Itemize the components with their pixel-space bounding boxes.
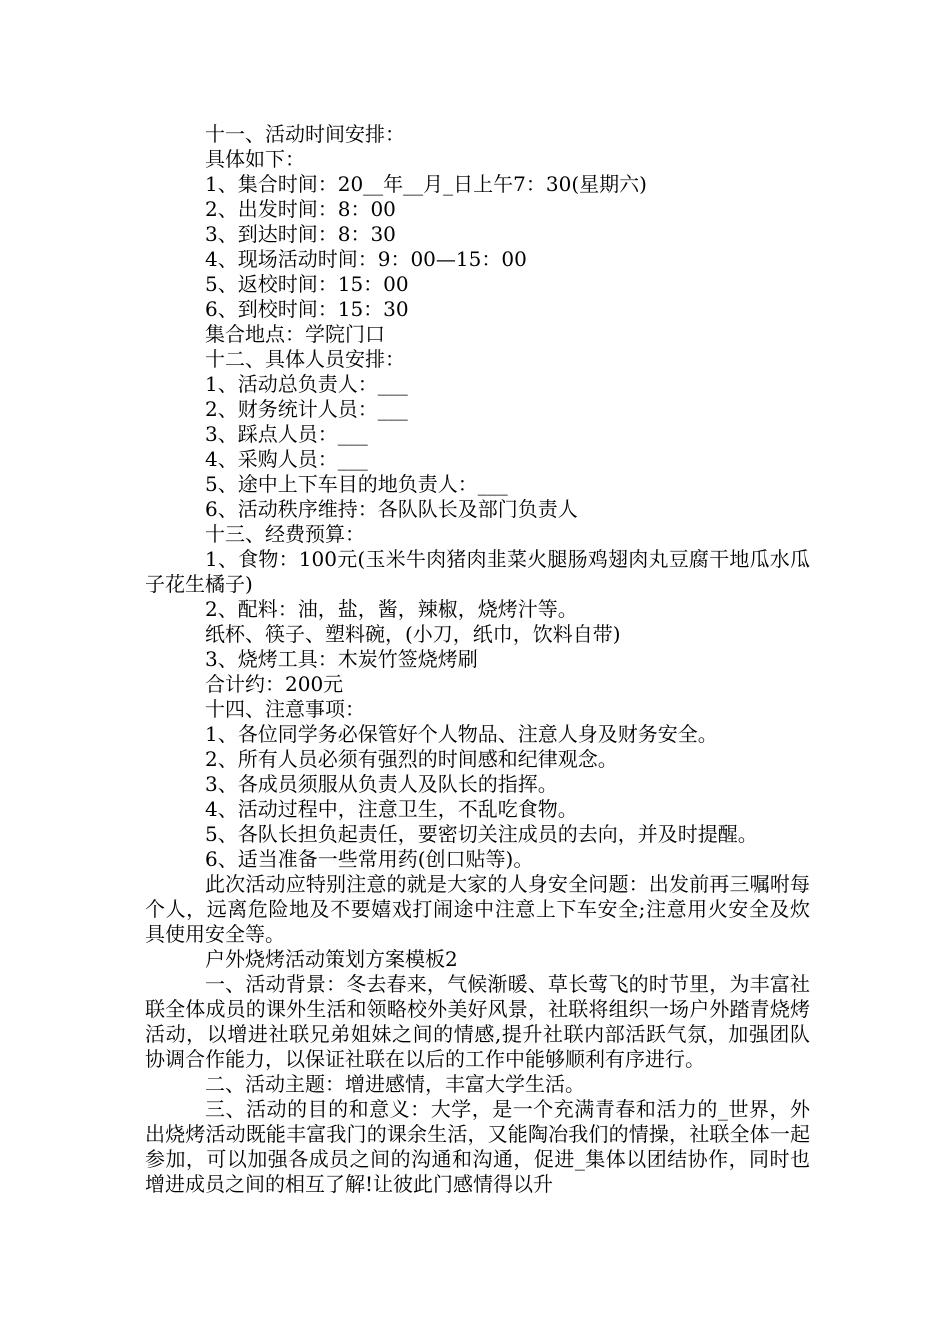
schedule-item: 3、到达时间：8：30: [205, 222, 396, 246]
notes-item: 5、各队长担负起责任，要密切关注成员的去向，并及时提醒。: [205, 822, 758, 846]
document-body: [145, 122, 810, 1197]
safety-paragraph: 此次活动应特别注意的就是大家的人身安全问题：出发前再三嘱咐每个人，远离危险地及不要嬉戏打闹途中注意上下车安全;注意用火安全及炊具使用安全等。: [145, 872, 810, 946]
schedule-intro: 具体如下：: [205, 147, 305, 171]
budget-heading: 十三、经费预算：: [205, 522, 365, 546]
background-paragraph: 一、活动背景：冬去春来，气候渐暖、草长莺飞的时节里，为丰富社联全体成员的课外生活和领略校外美好风景，社联将组织一场户外踏青烧烤活动，以增进社联兄弟姐妹之间的情感,提升社联内部活跃气氛，加强团队协调合作能力，以保证社联在以后的工作中能够顺利有序进行。: [145, 972, 810, 1071]
schedule-item: 4、现场活动时间：9：00—15：00: [205, 247, 527, 271]
schedule-item: 2、出发时间：8：00: [205, 197, 396, 221]
budget-total: 合计约：200元: [205, 672, 344, 696]
staff-item: 3、踩点人员：___: [205, 422, 368, 446]
notes-item: 3、各成员须服从负责人及队长的指挥。: [205, 772, 558, 796]
theme-paragraph: 二、活动主题：增进感情，丰富大学生活。: [205, 1072, 585, 1096]
staff-item: 1、活动总负责人：___: [205, 372, 408, 396]
notes-item: 1、各位同学务必保管好个人物品、注意人身及财务安全。: [205, 722, 718, 746]
schedule-item: 6、到校时间：15：30: [205, 297, 409, 321]
budget-tableware: 纸杯、筷子、塑料碗，(小刀，纸巾，饮料自带): [205, 622, 621, 646]
staff-item: 2、财务统计人员：___: [205, 397, 408, 421]
notes-item: 6、适当准备一些常用药(创口贴等)。: [205, 847, 534, 871]
staff-item: 6、活动秩序维持：各队队长及部门负责人: [205, 497, 578, 521]
staff-heading: 十二、具体人员安排：: [205, 347, 405, 371]
budget-food: 1、食物：100元(玉米牛肉猪肉韭菜火腿肠鸡翅肉丸豆腐干地瓜水瓜子花生橘子): [145, 547, 810, 596]
staff-item: 4、采购人员：___: [205, 447, 368, 471]
budget-tools: 3、烧烤工具：木炭竹签烧烤刷: [205, 647, 478, 671]
budget-seasoning: 2、配料：油，盐，酱，辣椒，烧烤汁等。: [205, 597, 578, 621]
staff-item: 5、途中上下车目的地负责人：___: [205, 472, 508, 496]
schedule-item: 5、返校时间：15：00: [205, 272, 409, 296]
notes-item: 4、活动过程中，注意卫生，不乱吃食物。: [205, 797, 578, 821]
notes-item: 2、所有人员必须有强烈的时间感和纪律观念。: [205, 747, 618, 771]
meeting-location: 集合地点：学院门口: [205, 322, 385, 346]
notes-heading: 十四、注意事项：: [205, 697, 365, 721]
schedule-heading: 十一、活动时间安排：: [205, 122, 405, 146]
template2-title: 户外烧烤活动策划方案模板2: [205, 947, 458, 971]
purpose-paragraph: 三、活动的目的和意义：大学，是一个充满青春和活力的_世界，外出烧烤活动既能丰富我门的课余生活，又能陶冶我们的情操，社联全体一起参加，可以加强各成员之间的沟通和沟通，促进_集体以团结协作，同时也增进成员之间的相互了解!让彼此门感情得以升: [145, 1097, 810, 1196]
schedule-item: 1、集合时间：20__年__月_日上午7：30(星期六): [205, 172, 647, 196]
